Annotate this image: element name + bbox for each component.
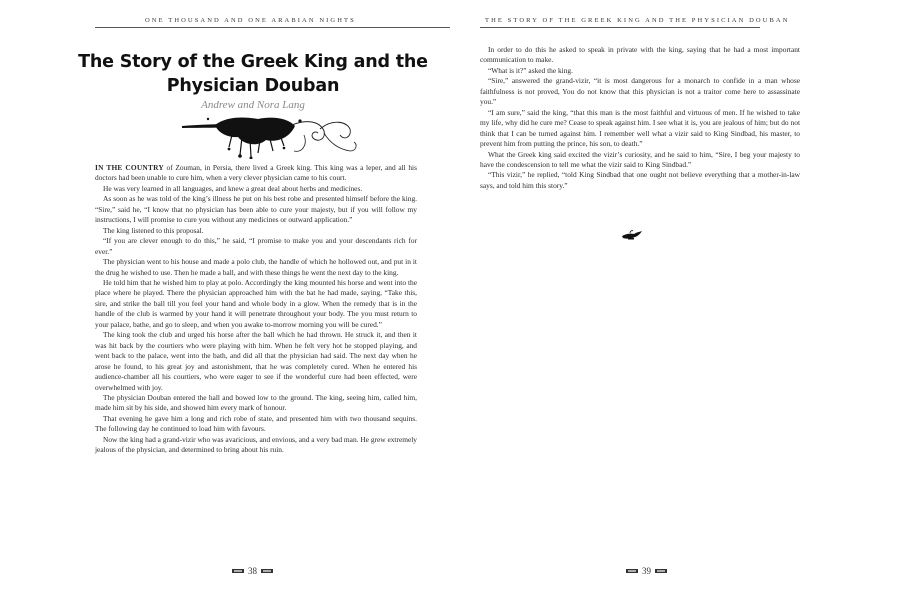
body-paragraph: “What is it?” asked the king. <box>488 65 573 75</box>
body-paragraph: The physician went to his house and made a polo club, the handle of which he hollowed out, and put in it the drug he wished to use. Then he made a ball, and with these things he went the next day to the king. <box>95 257 417 277</box>
run-in-heading: IN THE COUNTRY <box>95 163 164 172</box>
body-paragraph: He told him that he wished him to play at polo. Accordingly the king mounted his horse and went into the place where he played. There the physician approached him with the bat he had made, saying, “Take this, sire, and strike the ball till you feel your hand and whole body in a glow. When the remedy that is in the handle of the club is warmed by your hand it will penetrate throughout your body. The you must return to your palace, bathe, and go to sleep, and when you awake to-morrow morning you will be cured.” <box>95 277 417 329</box>
left-running-head: ONE THOUSAND AND ONE ARABIAN NIGHTS <box>145 17 356 24</box>
folio-flourish-icon <box>232 568 244 574</box>
lamp-end-mark-icon <box>620 229 644 241</box>
right-header-rule <box>480 27 760 28</box>
body-paragraph: The physician Douban entered the hall and bowed low to the ground. The king, seeing him, called him, made him sit by his side, and showed him every mark of honour. <box>95 392 417 413</box>
body-paragraph: The king listened to this proposal. <box>103 225 204 235</box>
opening-paragraph-text: of Zouman, in Persia, there lived a Greek king. This king was a leper, and all his doctors had been unable to cure him, when a very clever physician came to his court. <box>95 163 417 183</box>
body-paragraph: “I am sure,” said the king, “that this man is the most faithful and virtuous of men. If he wished to take my life, why did he cure me? Cease to speak against him. I see what it is, you are jealous of him; but do not think that I can be turned against him. I remember well what a vizir said to King Sindbad, his master, to prevent him from putting the prince, his son, to death.” <box>480 107 800 149</box>
ink-splash-ornament-icon <box>180 113 360 159</box>
body-paragraph: “If you are clever enough to do this,” he said, “I promise to make you and your descendants rich for ever.” <box>95 236 417 256</box>
body-paragraph: The king took the club and urged his horse after the ball which he had thrown. He struck it, and then it was hit back by the courtiers who were playing with him. When he felt very hot he stopped playing, and went back to the palace, went into the bath, and did all that the physician had said. The next day when he arose he found, to his great joy and astonishment, that he was completely cured. When he entered his audience-chamber all his courtiers, who were eager to see if the wonderful cure had been effected, were overwhelmed with joy. <box>95 330 417 392</box>
body-paragraph: “Sire,” answered the grand-vizir, “it is most dangerous for a monarch to confide in a man whose faithfulness is not proved, You do not know that this physician is not a traitor come here to assassinate you.” <box>480 76 800 107</box>
left-page-number: 38 <box>248 566 257 576</box>
story-byline: Andrew and Nora Lang <box>201 99 305 111</box>
opening-paragraph <box>95 163 417 184</box>
body-paragraph: That evening he gave him a long and rich robe of state, and presented him with two thousand sequins. The following day he continued to load him with favours. <box>95 413 417 434</box>
left-header-rule <box>95 27 450 28</box>
left-body-text <box>95 163 417 456</box>
body-paragraph: In order to do this he asked to speak in private with the king, saying that he had a most important communication to make. <box>480 45 800 65</box>
body-paragraph: As soon as he was told of the king’s illness he put on his best robe and presented himself before the king. “Sire,” said he, “I know that no physician has been able to cure your majesty, but if you will follow my instructions, I will promise to cure you without any medicines or outward application.” <box>95 194 417 225</box>
folio-flourish-icon <box>626 568 638 574</box>
story-title: The Story of the Greek King and the Physician Douban <box>78 52 428 96</box>
right-page <box>450 0 900 600</box>
left-folio <box>232 566 273 576</box>
body-paragraph: Now the king had a grand-vizir who was avaricious, and envious, and a very bad man. He grew extremely jealous of the physician, and determined to bring about his ruin. <box>95 434 417 455</box>
folio-flourish-icon <box>261 568 273 574</box>
body-paragraph: What the Greek king said excited the vizir’s curiosity, and he said to him, “Sire, I beg your majesty to have the condescension to tell me what the vizir said to King Sindbad.” <box>480 149 800 169</box>
right-page-number: 39 <box>642 566 651 576</box>
right-folio <box>626 566 667 576</box>
body-paragraph: “This vizir,” he replied, “told King Sindbad that one ought not believe everything that a mother-in-law says, and told him this story.” <box>480 170 800 190</box>
folio-flourish-icon <box>655 568 667 574</box>
body-paragraph: He was very learned in all languages, and knew a great deal about herbs and medicines. <box>103 183 363 193</box>
right-running-head: THE STORY OF THE GREEK KING AND THE PHYSICIAN DOUBAN <box>485 17 790 24</box>
right-body-text <box>480 45 800 191</box>
